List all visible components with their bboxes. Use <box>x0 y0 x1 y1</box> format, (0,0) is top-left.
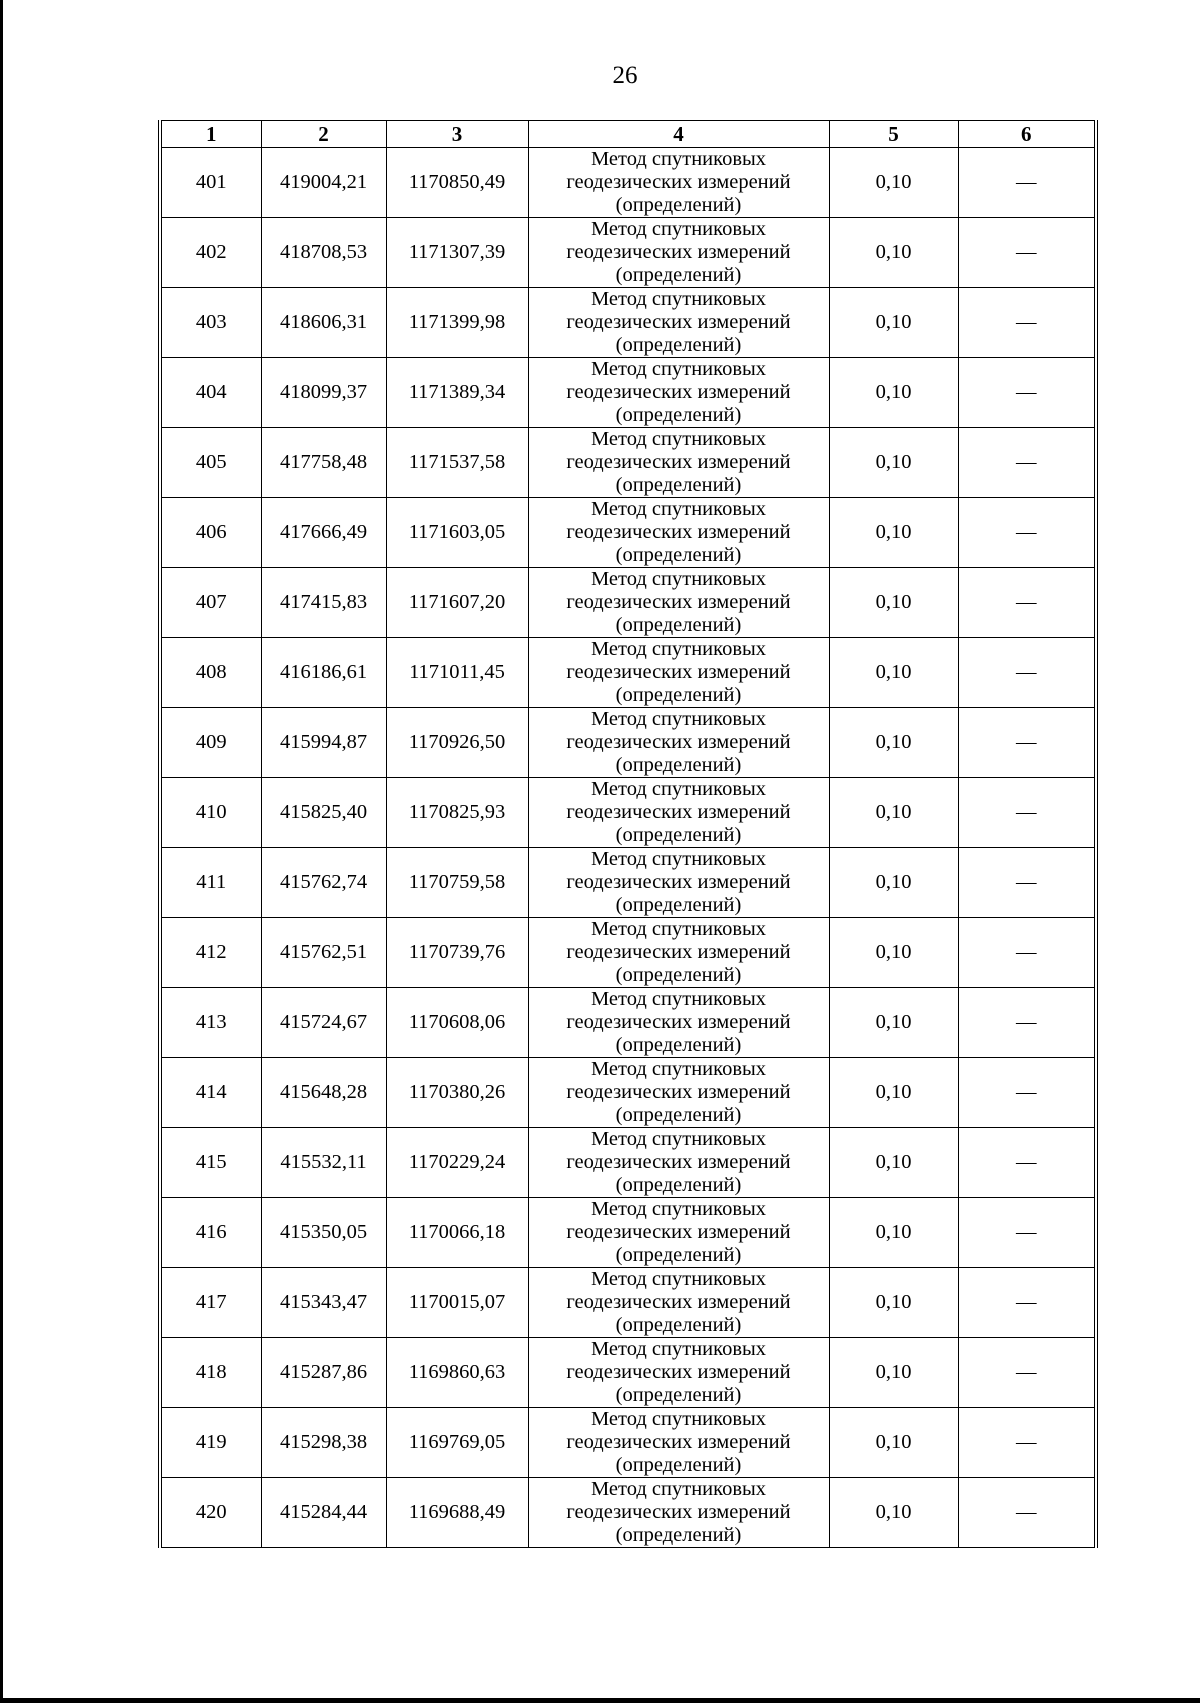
note-cell: — <box>958 358 1096 428</box>
coord-x-cell: 415825,40 <box>261 778 386 848</box>
point-number-cell: 414 <box>160 1058 261 1128</box>
point-number-cell: 413 <box>160 988 261 1058</box>
accuracy-cell: 0,10 <box>829 1128 958 1198</box>
method-line: геодезических измерений <box>566 591 791 613</box>
method-cell <box>528 988 829 1058</box>
coord-x-cell: 419004,21 <box>261 148 386 218</box>
table-row <box>160 1268 1096 1338</box>
method-line: (определений) <box>615 404 742 426</box>
accuracy-cell: 0,10 <box>829 918 958 988</box>
coord-y-cell: 1169860,63 <box>386 1338 528 1408</box>
method-line: геодезических измерений <box>566 1361 791 1383</box>
method-line: Метод спутниковых <box>590 498 767 520</box>
table-row <box>160 1198 1096 1268</box>
method-line: (определений) <box>615 1034 742 1056</box>
coord-y-cell: 1171399,98 <box>386 288 528 358</box>
note-cell: — <box>958 1268 1096 1338</box>
coord-x-cell: 418099,37 <box>261 358 386 428</box>
accuracy-cell: 0,10 <box>829 1478 958 1548</box>
page-number: 26 <box>612 62 638 89</box>
coord-x-cell: 415762,51 <box>261 918 386 988</box>
accuracy-cell: 0,10 <box>829 358 958 428</box>
method-cell <box>528 568 829 638</box>
method-line: геодезических измерений <box>566 1221 791 1243</box>
coord-x-cell: 415298,38 <box>261 1408 386 1478</box>
method-line: геодезических измерений <box>566 521 791 543</box>
method-line: Метод спутниковых <box>590 918 767 940</box>
coord-x-cell: 415343,47 <box>261 1268 386 1338</box>
note-cell: — <box>958 1338 1096 1408</box>
table-row <box>160 848 1096 918</box>
accuracy-cell: 0,10 <box>829 428 958 498</box>
coord-y-cell: 1171389,34 <box>386 358 528 428</box>
table-row <box>160 778 1096 848</box>
method-cell <box>528 358 829 428</box>
header-cell-3: 3 <box>386 121 528 148</box>
note-cell: — <box>958 1058 1096 1128</box>
method-line: геодезических измерений <box>566 731 791 753</box>
method-line: Метод спутниковых <box>590 428 767 450</box>
accuracy-cell: 0,10 <box>829 1268 958 1338</box>
method-line: геодезических измерений <box>566 1151 791 1173</box>
method-cell <box>528 848 829 918</box>
method-cell <box>528 638 829 708</box>
method-line: геодезических измерений <box>566 1011 791 1033</box>
coord-y-cell: 1169769,05 <box>386 1408 528 1478</box>
method-cell <box>528 218 829 288</box>
accuracy-cell: 0,10 <box>829 148 958 218</box>
note-cell: — <box>958 288 1096 358</box>
coord-y-cell: 1170380,26 <box>386 1058 528 1128</box>
coord-y-cell: 1171607,20 <box>386 568 528 638</box>
note-cell: — <box>958 148 1096 218</box>
method-cell <box>528 1408 829 1478</box>
method-line: Метод спутниковых <box>590 288 767 310</box>
method-cell <box>528 1478 829 1548</box>
accuracy-cell: 0,10 <box>829 498 958 568</box>
method-line: (определений) <box>615 334 742 356</box>
coord-x-cell: 418606,31 <box>261 288 386 358</box>
table-header <box>160 121 1096 148</box>
note-cell: — <box>958 1478 1096 1548</box>
table-row <box>160 988 1096 1058</box>
coord-y-cell: 1170608,06 <box>386 988 528 1058</box>
point-number-cell: 401 <box>160 148 261 218</box>
note-cell: — <box>958 428 1096 498</box>
header-row <box>160 121 1096 148</box>
method-line: геодезических измерений <box>566 801 791 823</box>
note-cell: — <box>958 498 1096 568</box>
point-number-cell: 417 <box>160 1268 261 1338</box>
accuracy-cell: 0,10 <box>829 638 958 708</box>
coord-y-cell: 1170850,49 <box>386 148 528 218</box>
note-cell: — <box>958 778 1096 848</box>
note-cell: — <box>958 1198 1096 1268</box>
table-row <box>160 148 1096 218</box>
point-number-cell: 416 <box>160 1198 261 1268</box>
method-cell <box>528 1058 829 1128</box>
coord-y-cell: 1171537,58 <box>386 428 528 498</box>
note-cell: — <box>958 218 1096 288</box>
point-number-cell: 412 <box>160 918 261 988</box>
method-line: геодезических измерений <box>566 941 791 963</box>
point-number-cell: 419 <box>160 1408 261 1478</box>
header-cell-2: 2 <box>261 121 386 148</box>
method-line: Метод спутниковых <box>590 1408 767 1430</box>
coord-x-cell: 415532,11 <box>261 1128 386 1198</box>
coord-x-cell: 415350,05 <box>261 1198 386 1268</box>
method-line: геодезических измерений <box>566 1291 791 1313</box>
method-line: Метод спутниковых <box>590 568 767 590</box>
accuracy-cell: 0,10 <box>829 568 958 638</box>
point-number-cell: 415 <box>160 1128 261 1198</box>
coord-y-cell: 1170229,24 <box>386 1128 528 1198</box>
coord-y-cell: 1170015,07 <box>386 1268 528 1338</box>
coord-x-cell: 418708,53 <box>261 218 386 288</box>
method-line: геодезических измерений <box>566 871 791 893</box>
coord-y-cell: 1170066,18 <box>386 1198 528 1268</box>
table-row <box>160 358 1096 428</box>
method-cell <box>528 288 829 358</box>
page-edge-left <box>0 0 3 1703</box>
accuracy-cell: 0,10 <box>829 778 958 848</box>
coord-y-cell: 1171307,39 <box>386 218 528 288</box>
coord-x-cell: 417666,49 <box>261 498 386 568</box>
header-cell-6: 6 <box>958 121 1096 148</box>
method-cell <box>528 1338 829 1408</box>
method-line: (определений) <box>615 894 742 916</box>
coord-x-cell: 415648,28 <box>261 1058 386 1128</box>
method-cell <box>528 428 829 498</box>
method-cell <box>528 1128 829 1198</box>
method-line: (определений) <box>615 1244 742 1266</box>
coord-x-cell: 417415,83 <box>261 568 386 638</box>
coord-y-cell: 1171011,45 <box>386 638 528 708</box>
method-line: (определений) <box>615 1384 742 1406</box>
table-row <box>160 218 1096 288</box>
table-body <box>160 148 1096 1548</box>
accuracy-cell: 0,10 <box>829 1198 958 1268</box>
note-cell: — <box>958 638 1096 708</box>
method-line: геодезических измерений <box>566 1081 791 1103</box>
method-line: Метод спутниковых <box>590 1198 767 1220</box>
method-line: Метод спутниковых <box>590 1268 767 1290</box>
method-line: (определений) <box>615 1314 742 1336</box>
method-line: (определений) <box>615 1174 742 1196</box>
coord-y-cell: 1170825,93 <box>386 778 528 848</box>
accuracy-cell: 0,10 <box>829 708 958 778</box>
method-cell <box>528 1268 829 1338</box>
coord-y-cell: 1170759,58 <box>386 848 528 918</box>
point-number-cell: 403 <box>160 288 261 358</box>
method-line: (определений) <box>615 754 742 776</box>
accuracy-cell: 0,10 <box>829 1338 958 1408</box>
table-row <box>160 1478 1096 1548</box>
note-cell: — <box>958 1408 1096 1478</box>
note-cell: — <box>958 708 1096 778</box>
method-line: Метод спутниковых <box>590 148 767 170</box>
coord-x-cell: 415287,86 <box>261 1338 386 1408</box>
method-line: (определений) <box>615 1454 742 1476</box>
method-line: Метод спутниковых <box>590 358 767 380</box>
point-number-cell: 407 <box>160 568 261 638</box>
point-number-cell: 406 <box>160 498 261 568</box>
table-row <box>160 1408 1096 1478</box>
method-line: (определений) <box>615 264 742 286</box>
method-line: геодезических измерений <box>566 241 791 263</box>
accuracy-cell: 0,10 <box>829 1058 958 1128</box>
method-line: (определений) <box>615 194 742 216</box>
method-cell <box>528 498 829 568</box>
coord-x-cell: 415284,44 <box>261 1478 386 1548</box>
method-line: (определений) <box>615 614 742 636</box>
coord-x-cell: 415724,67 <box>261 988 386 1058</box>
point-number-cell: 410 <box>160 778 261 848</box>
table-row <box>160 568 1096 638</box>
coord-y-cell: 1171603,05 <box>386 498 528 568</box>
table-row <box>160 428 1096 498</box>
coord-y-cell: 1170926,50 <box>386 708 528 778</box>
method-line: (определений) <box>615 474 742 496</box>
point-number-cell: 409 <box>160 708 261 778</box>
point-number-cell: 411 <box>160 848 261 918</box>
table-row <box>160 1128 1096 1198</box>
coord-y-cell: 1170739,76 <box>386 918 528 988</box>
accuracy-cell: 0,10 <box>829 1408 958 1478</box>
note-cell: — <box>958 568 1096 638</box>
coord-y-cell: 1169688,49 <box>386 1478 528 1548</box>
method-line: геодезических измерений <box>566 311 791 333</box>
accuracy-cell: 0,10 <box>829 218 958 288</box>
coord-x-cell: 415994,87 <box>261 708 386 778</box>
table-row <box>160 918 1096 988</box>
method-cell <box>528 918 829 988</box>
accuracy-cell: 0,10 <box>829 848 958 918</box>
point-number-cell: 404 <box>160 358 261 428</box>
note-cell: — <box>958 1128 1096 1198</box>
header-cell-4: 4 <box>528 121 829 148</box>
method-line: геодезических измерений <box>566 381 791 403</box>
method-line: Метод спутниковых <box>590 778 767 800</box>
point-number-cell: 408 <box>160 638 261 708</box>
method-line: (определений) <box>615 964 742 986</box>
method-cell <box>528 148 829 218</box>
table-row <box>160 1058 1096 1128</box>
table-row <box>160 638 1096 708</box>
method-line: Метод спутниковых <box>590 988 767 1010</box>
note-cell: — <box>958 918 1096 988</box>
method-line: Метод спутниковых <box>590 1478 767 1500</box>
method-line: Метод спутниковых <box>590 1058 767 1080</box>
header-cell-5: 5 <box>829 121 958 148</box>
method-line: (определений) <box>615 1524 742 1546</box>
table-row <box>160 288 1096 358</box>
method-line: Метод спутниковых <box>590 638 767 660</box>
method-line: геодезических измерений <box>566 1501 791 1523</box>
method-line: Метод спутниковых <box>590 1338 767 1360</box>
point-number-cell: 402 <box>160 218 261 288</box>
accuracy-cell: 0,10 <box>829 988 958 1058</box>
method-line: (определений) <box>615 1104 742 1126</box>
method-line: Метод спутниковых <box>590 1128 767 1150</box>
coordinates-table <box>158 120 1098 1548</box>
note-cell: — <box>958 848 1096 918</box>
page-edge-bottom <box>0 1698 1200 1703</box>
table-row <box>160 498 1096 568</box>
coord-x-cell: 416186,61 <box>261 638 386 708</box>
coord-x-cell: 417758,48 <box>261 428 386 498</box>
accuracy-cell: 0,10 <box>829 288 958 358</box>
method-cell <box>528 708 829 778</box>
header-cell-1: 1 <box>160 121 261 148</box>
method-line: (определений) <box>615 544 742 566</box>
method-line: геодезических измерений <box>566 1431 791 1453</box>
method-cell <box>528 1198 829 1268</box>
method-line: (определений) <box>615 824 742 846</box>
method-cell <box>528 778 829 848</box>
note-cell: — <box>958 988 1096 1058</box>
table-row <box>160 708 1096 778</box>
point-number-cell: 418 <box>160 1338 261 1408</box>
method-line: геодезических измерений <box>566 451 791 473</box>
method-line: (определений) <box>615 684 742 706</box>
method-line: Метод спутниковых <box>590 848 767 870</box>
method-line: Метод спутниковых <box>590 218 767 240</box>
point-number-cell: 405 <box>160 428 261 498</box>
method-line: геодезических измерений <box>566 171 791 193</box>
method-line: геодезических измерений <box>566 661 791 683</box>
point-number-cell: 420 <box>160 1478 261 1548</box>
coord-x-cell: 415762,74 <box>261 848 386 918</box>
table-row <box>160 1338 1096 1408</box>
method-line: Метод спутниковых <box>590 708 767 730</box>
